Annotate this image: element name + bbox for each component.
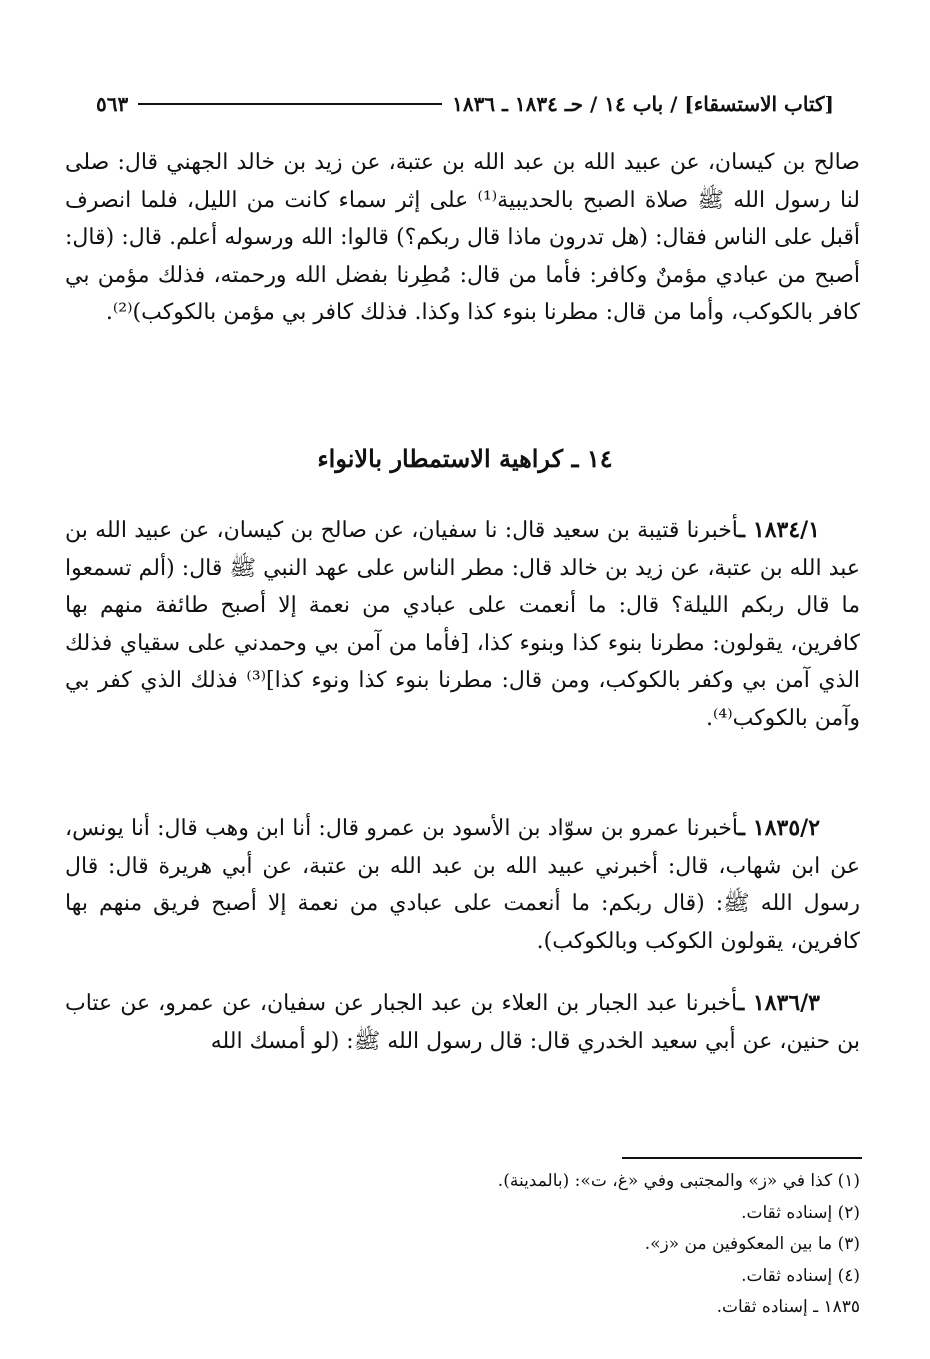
header-title: [كتاب الاستسقاء] / باب ١٤ / حـ ١٨٣٤ ـ ١٨٣٦	[452, 92, 834, 116]
hadith-paragraph-1834	[65, 512, 860, 737]
footnote-item: (٤) إسناده ثقات.	[741, 1265, 860, 1286]
hadith-number: ١٨٣٦/٣ ـ	[737, 990, 820, 1016]
hadith-text: أخبرنا عمرو بن سوّاد بن الأسود بن عمرو قال: أنا ابن وهب قال: أنا يونس، عن ابن شهاب، قال: أخبرني عبيد الله بن عبد الله بن عتبة، عن أبي هريرة قال: قال رسول الله ﷺ: (قال ربكم: ما أنعمت على عبادي من نعمة إلا أصبح فريق منهم بها كافرين، يقولون الكوكب وبالكوكب).	[65, 816, 860, 954]
hadith-paragraph-1836	[65, 985, 860, 1060]
footnote-item: ١٨٣٥ ـ إسناده ثقات.	[716, 1297, 860, 1317]
hadith-number: ١٨٣٥/٢ ـ	[738, 815, 821, 841]
header-rule	[138, 103, 442, 105]
hadith-text: أخبرنا قتيبة بن سعيد قال: نا سفيان، عن صالح بن كيسان، عن عبيد الله بن عبد الله بن عتبة، عن زيد بن خالد قال: مطر الناس على عهد النبي ﷺ قال: (ألم تسمعوا ما قال ربكم الليلة؟ قال: ما أنعمت على عبادي من نعمة إلا أصبح طائفة منهم بها كافرين، يقولون: مطرنا بنوء كذا وبنوء كذا، [فأما من آمن بي وحمدني على سقياي فذلك الذي آمن بي وكفر بالكوكب، ومن قال: مطرنا بنوء كذا ونوء كذا]⁽³⁾ فذلك الذي كفر بي وآمن بالكوكب⁽⁴⁾.	[65, 518, 861, 731]
continued-hadith-paragraph: صالح بن كيسان، عن عبيد الله بن عبد الله بن عتبة، عن زيد بن خالد الجهني قال: صلى لنا رسول الله ﷺ صلاة الصبح بالحديبية⁽¹⁾ على إثر سماء كانت من الليل، فلما انصرف أقبل على الناس فقال: (هل تدرون ماذا قال ربكم؟) قالوا: الله ورسوله أعلم. قال: (قال: أصبح من عبادي مؤمنٌ وكافر: فأما من قال: مُطِرنا بفضل الله ورحمته، فذلك مؤمن بي كافر بالكوكب، وأما من قال: مطرنا بنوء كذا وكذا. فذلك كافر بي مؤمن بالكوكب)⁽²⁾.	[65, 150, 860, 325]
hadith-text: أخبرنا عبد الجبار بن العلاء بن عبد الجبار عن سفيان، عن عمرو، عن عتاب بن حنين، عن أبي سعيد الخدري قال: قال رسول الله ﷺ: (لو أمسك الله	[65, 991, 860, 1054]
footnote-item: (١) كذا في «ز» والمجتبى وفي «غ، ت»: (بالمدينة).	[497, 1171, 860, 1191]
page-number: ٥٦٣	[96, 92, 129, 116]
hadith-paragraph-1835	[65, 810, 860, 960]
running-header	[96, 88, 834, 120]
footnote-item: (٢) إسناده ثقات.	[741, 1202, 860, 1223]
footnote-item: (٣) ما بين المعكوفين من «ز».	[644, 1234, 860, 1254]
footnote-separator	[622, 1157, 862, 1159]
chapter-heading: ١٤ ـ كراهية الاستمطار بالانواء	[317, 444, 613, 473]
footnotes-list	[65, 1166, 860, 1324]
hadith-number: ١٨٣٤/١ ـ	[738, 517, 820, 543]
